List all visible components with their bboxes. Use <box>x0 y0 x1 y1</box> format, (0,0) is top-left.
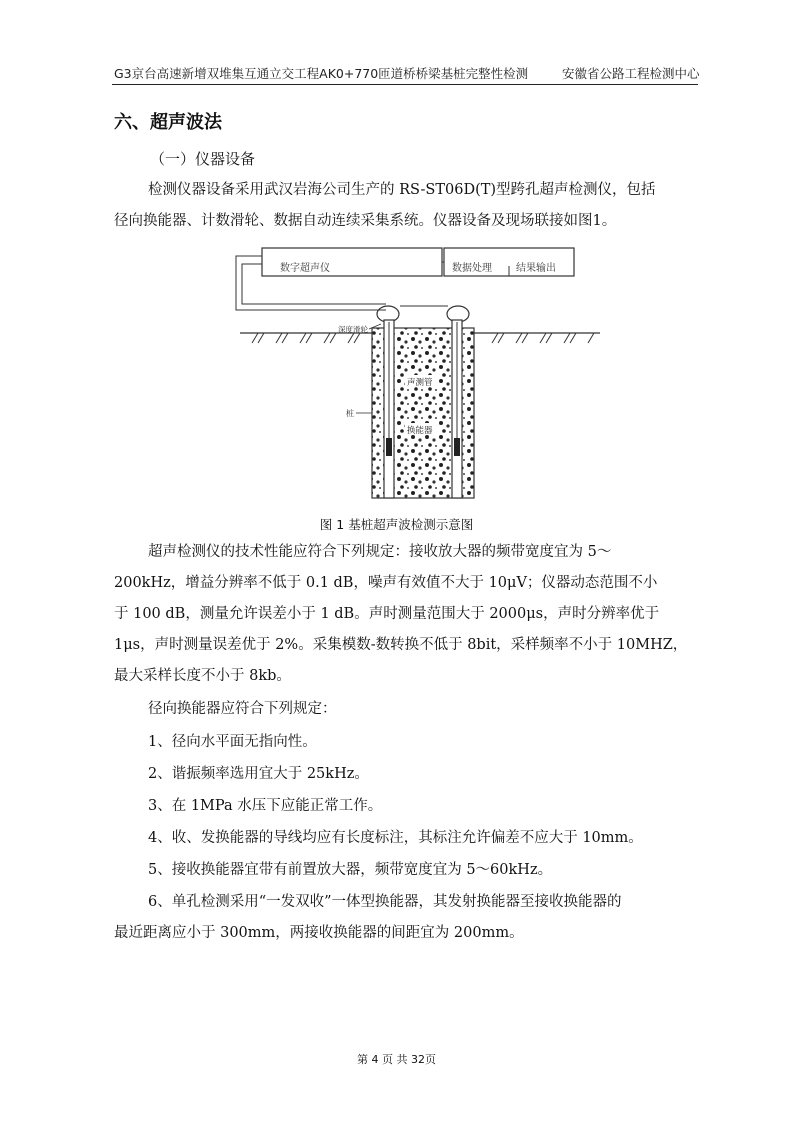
right-transducer <box>454 438 460 456</box>
pile-label: 桩 <box>346 409 354 418</box>
list-item: 5、接收换能器宜带有前置放大器，频带宽度宜为 5～60kHz。 <box>148 862 553 878</box>
header-left-title: G3京台高速新增双堆集互通立交工程AK0+770匝道桥桥梁基桩完整性检测 <box>114 66 529 81</box>
box-right-label-b: 结果输出 <box>516 263 556 274</box>
transducer-intro: 径向换能器应符合下列规定： <box>148 701 337 717</box>
box-right-label-a: 数据处理 <box>452 263 492 274</box>
list-item: 3、在 1MPa 水压下应能正常工作。 <box>148 798 383 814</box>
subsection-title: （一）仪器设备 <box>150 150 256 168</box>
spec-line-3: 于 100 dB，测量允许误差小于 1 dB。声时测量范围大于 2000μs，声时分辨率优于 <box>114 606 660 622</box>
page-number: 第 4 页 共 32页 <box>357 1053 436 1066</box>
transducer-label: 换能器 <box>407 426 433 436</box>
spec-line-4: 1μs，声时测量误差优于 2%。采集模数-数转换不低于 8bit，采样频率不小于 10MHZ， <box>114 637 688 653</box>
spec-line-5: 最大采样长度不小于 8kb。 <box>114 668 291 684</box>
figure-caption: 图 1 基桩超声波检测示意图 <box>319 517 474 532</box>
left-transducer <box>386 438 392 456</box>
list-item: 2、谐振频率选用宜大于 25kHz。 <box>148 766 369 782</box>
spec-line-2: 200kHz，增益分辨率不低于 0.1 dB，噪声有效值不大于 10μV；仪器动态范围不小 <box>114 575 658 591</box>
pulley-label: 深度滑轮 <box>338 325 368 334</box>
tube-label: 声测管 <box>407 378 433 388</box>
intro-line-2: 径向换能器、计数滑轮、数据自动连续采集系统。仪器设备及现场联接如图1。 <box>114 213 617 229</box>
pile-ultrasonic-diagram <box>200 238 600 510</box>
section-title: 六、超声波法 <box>114 112 222 133</box>
list-item: 6、单孔检测采用“一发双收”一体型换能器，其发射换能器至接收换能器的 <box>148 894 622 910</box>
list-item: 4、收、发换能器的导线均应有长度标注，其标注允许偏差不应大于 10mm。 <box>148 830 643 846</box>
spec-line-1: 超声检测仪的技术性能应符合下列规定：接收放大器的频带宽度宜为 5～ <box>148 544 612 560</box>
header-right-org: 安徽省公路工程检测中心 <box>562 66 700 81</box>
list-item-continuation: 最近距离应小于 300mm，两接收换能器的间距宜为 200mm。 <box>114 925 524 941</box>
box-left-label: 数字超声仪 <box>280 263 330 274</box>
header-divider <box>112 84 698 85</box>
list-item: 1、径向水平面无指向性。 <box>148 734 317 750</box>
intro-line-1: 检测仪器设备采用武汉岩海公司生产的 RS-ST06D(T)型跨孔超声检测仪，包括 <box>148 182 656 198</box>
